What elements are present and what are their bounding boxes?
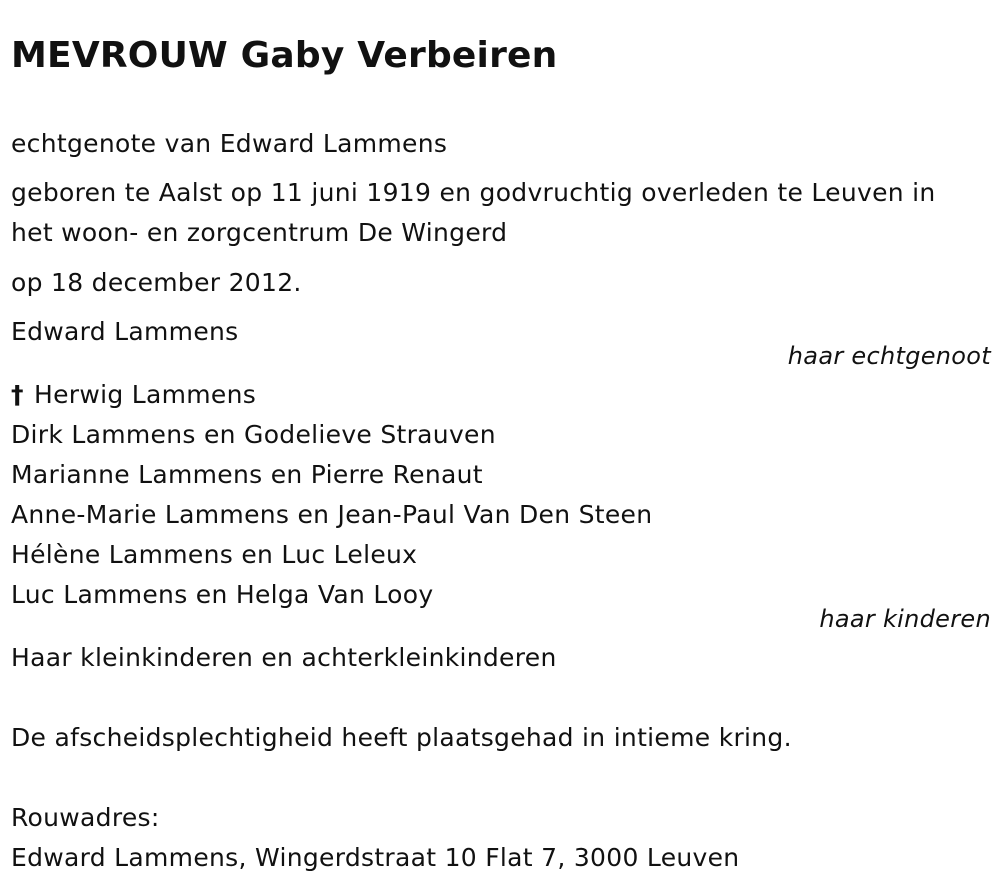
child-item: Hélène Lammens en Luc Leleux: [11, 540, 418, 569]
cross-icon: †: [11, 380, 24, 409]
address-value: Edward Lammens, Wingerdstraat 10 Flat 7, 3000 Leuven: [11, 843, 740, 872]
husband-name: Edward Lammens: [11, 317, 239, 346]
children-role: haar kinderen: [819, 605, 991, 633]
address-label: Rouwadres:: [11, 803, 160, 832]
child-item: Luc Lammens en Helga Van Looy: [11, 580, 434, 609]
deceased-name-title: MEVROUW Gaby Verbeiren: [11, 35, 558, 76]
child-item: Anne-Marie Lammens en Jean-Paul Van Den Steen: [11, 500, 653, 529]
husband-role: haar echtgenoot: [787, 342, 991, 370]
child-item: Dirk Lammens en Godelieve Strauven: [11, 420, 496, 449]
child-item-deceased: [11, 375, 256, 415]
death-date-line: op 18 december 2012.: [11, 268, 302, 297]
birth-line-2: het woon- en zorgcentrum De Wingerd: [11, 218, 508, 247]
grandchildren-line: Haar kleinkinderen en achterkleinkinderen: [11, 643, 557, 672]
birth-line-1: geboren te Aalst op 11 juni 1919 en godvruchtig overleden te Leuven in: [11, 178, 936, 207]
child-item: Marianne Lammens en Pierre Renaut: [11, 460, 483, 489]
ceremony-line: De afscheidsplechtigheid heeft plaatsgehad in intieme kring.: [11, 723, 792, 752]
child-name: Herwig Lammens: [34, 380, 257, 409]
spouse-line: echtgenote van Edward Lammens: [11, 129, 448, 158]
